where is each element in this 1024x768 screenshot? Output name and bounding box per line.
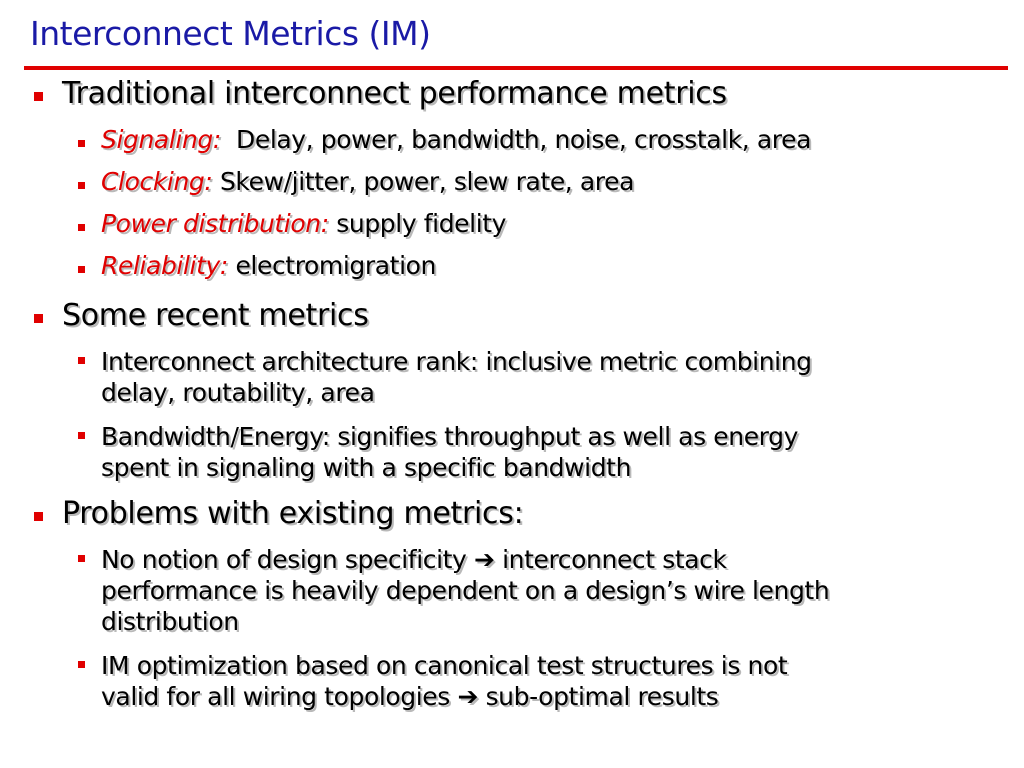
list-item-reliability: [101, 250, 436, 281]
item-text: Skew/jitter, power, slew rate, area: [219, 167, 635, 196]
item-line: distribution: [101, 607, 239, 636]
item-text: Delay, power, bandwidth, noise, crosstalk, area: [235, 125, 812, 154]
item-line: Interconnect architecture rank: inclusive metric combining: [101, 347, 812, 376]
item-line: sub-optimal results: [485, 682, 719, 711]
list-item-architecture-rank: [101, 346, 812, 408]
sub-bullet-marker: [78, 555, 85, 562]
section-heading-traditional: Traditional interconnect performance metrics: [62, 76, 727, 111]
sub-bullet-marker: [78, 432, 85, 439]
item-line: IM optimization based on canonical test structures is not: [101, 651, 788, 680]
bullet-marker: [34, 314, 43, 323]
item-line: Bandwidth/Energy: signifies throughput as well as energy: [101, 422, 798, 451]
sub-bullet-marker: [78, 140, 85, 147]
item-line: spent in signaling with a specific bandwidth: [101, 453, 632, 482]
item-line: valid for all wiring topologies: [101, 682, 450, 711]
list-item-design-specificity: [101, 544, 829, 637]
list-item-clocking: [101, 166, 634, 197]
item-label: Signaling:: [101, 125, 221, 154]
item-label: Reliability:: [101, 251, 228, 280]
item-text: electromigration: [235, 251, 436, 280]
arrow-right-icon: ➔: [474, 545, 495, 574]
item-line: performance is heavily dependent on a design’s wire length: [101, 576, 830, 605]
section-heading-recent: Some recent metrics: [62, 298, 369, 333]
sub-bullet-marker: [78, 182, 85, 189]
item-label: Clocking:: [101, 167, 213, 196]
item-label: Power distribution:: [101, 209, 329, 238]
arrow-right-icon: ➔: [457, 682, 479, 711]
item-line: No notion of design specificity: [101, 545, 467, 574]
list-item-im-optimization: [101, 650, 787, 712]
item-line: delay, routability, area: [101, 378, 375, 407]
item-text: supply fidelity: [336, 209, 507, 238]
slide-title: Interconnect Metrics (IM): [30, 14, 431, 53]
bullet-marker: [34, 92, 43, 101]
sub-bullet-marker: [78, 266, 85, 273]
list-item-signaling: [101, 124, 811, 155]
list-item-bandwidth-energy: [101, 421, 798, 483]
sub-bullet-marker: [78, 661, 85, 668]
section-heading-problems: Problems with existing metrics:: [62, 496, 524, 531]
sub-bullet-marker: [78, 357, 85, 364]
item-line: interconnect stack: [502, 545, 727, 574]
list-item-power-distribution: [101, 208, 506, 239]
sub-bullet-marker: [78, 224, 85, 231]
title-divider: [24, 66, 1008, 70]
bullet-marker: [34, 512, 43, 521]
